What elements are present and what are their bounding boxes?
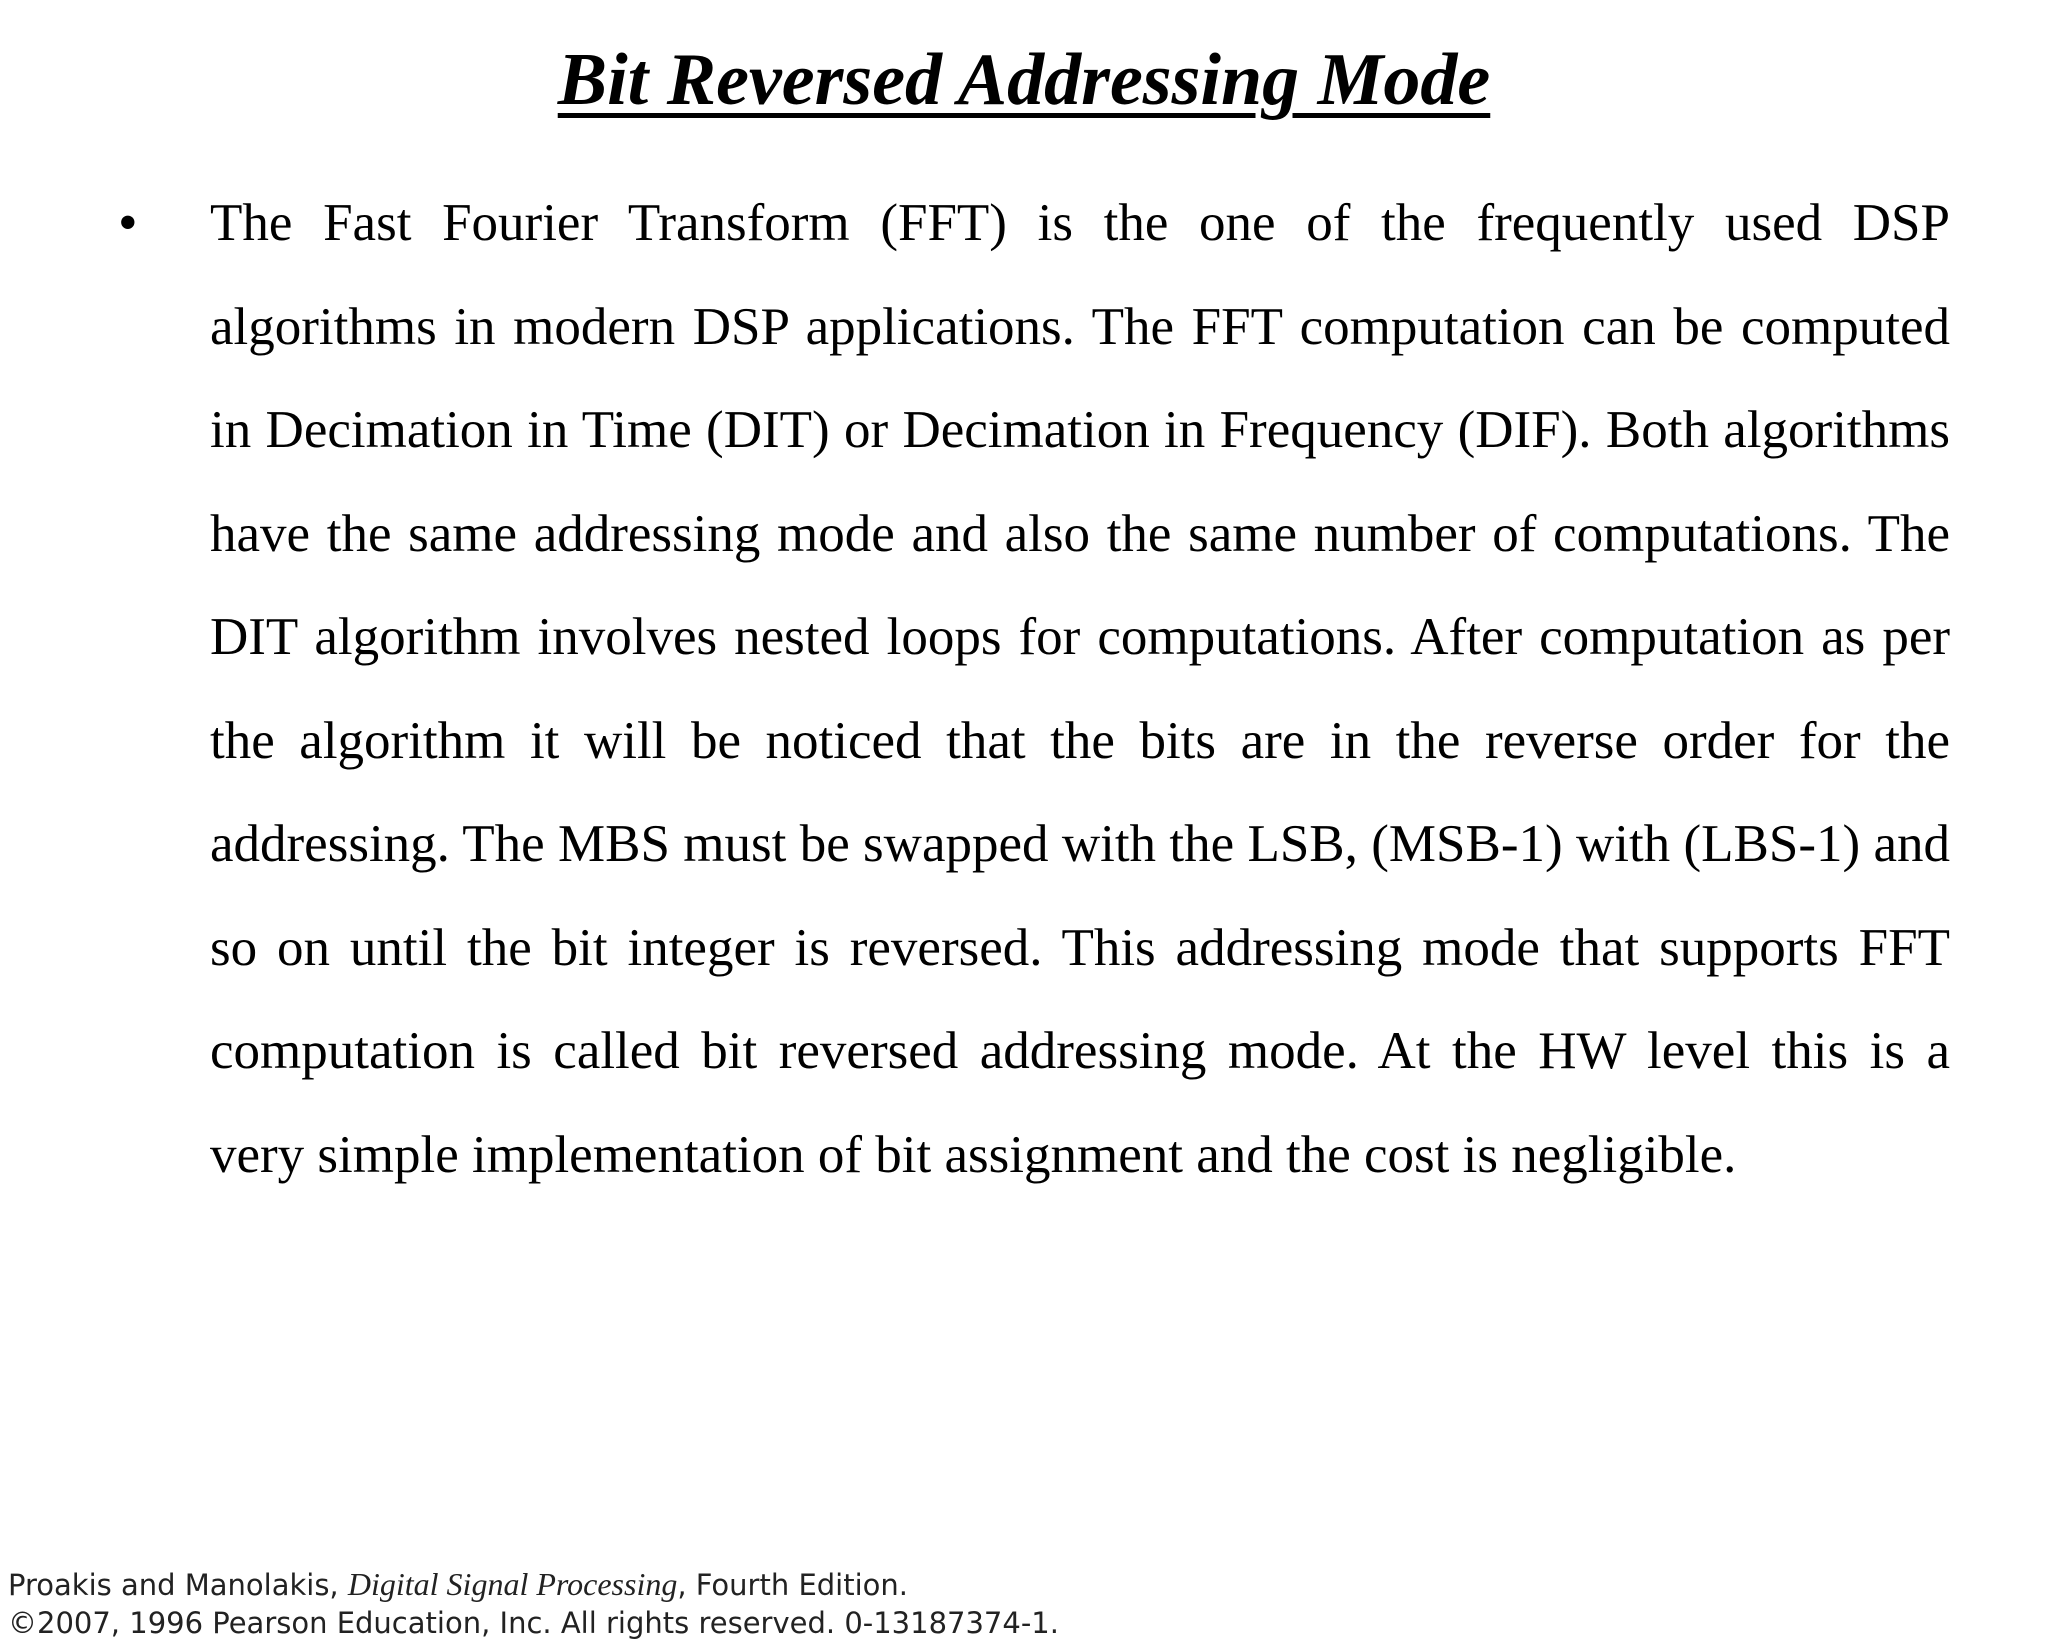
bullet-marker: • xyxy=(118,192,138,254)
footer-copyright: ©2007, 1996 Pearson Education, Inc. All rights reserved. 0-13187374-1. xyxy=(8,1606,1059,1640)
footer-authors: Proakis and Manolakis, xyxy=(8,1568,348,1602)
page-title xyxy=(0,30,2048,130)
page-title-text: Bit Reversed Addressing Mode xyxy=(557,39,1491,121)
footer-line-1 xyxy=(8,1565,1059,1604)
footer-edition: , Fourth Edition. xyxy=(677,1568,908,1602)
footer-citation xyxy=(8,1565,1059,1642)
body-paragraph: The Fast Fourier Transform (FFT) is the one of the frequently used DSP algorithms in modern DSP applications. The FFT computation can be computed in Decimation in Time (DIT) or Decimation in Frequency (DIF). Both algorithms have the same addressing mode and also the same number of computations. The DIT algorithm involves nested loops for computations. After computation as per the algorithm it will be noticed that the bits are in the reverse order for the addressing. The MBS must be swapped with the LSB, (MSB-1) with (LBS-1) and so on until the bit integer is reversed. This addressing mode that supports FFT computation is called bit reversed addressing mode. At the HW level this is a very simple implementation of bit assignment and the cost is negligible. xyxy=(210,194,1950,1184)
footer-book-title: Digital Signal Processing xyxy=(347,1566,678,1602)
